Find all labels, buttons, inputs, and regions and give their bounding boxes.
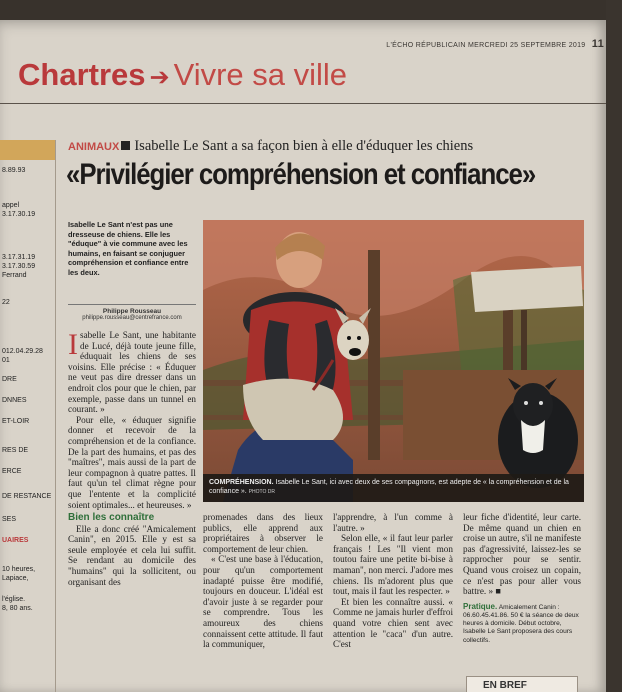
left-column-line: 8.89.93 [2, 167, 26, 174]
article-photo [203, 220, 584, 502]
en-bref-box: EN BREF [466, 676, 578, 692]
left-column-line: DNNES [2, 397, 27, 404]
section-rule [0, 103, 606, 104]
left-column-line: Ferrand [2, 272, 27, 279]
left-column-line: 01 [2, 357, 10, 364]
article-column-1 [68, 330, 196, 692]
left-column-lines [0, 166, 55, 613]
practical-info [463, 603, 581, 645]
paragraph-3: Elle a donc créé "Amicalement Canin", en 2015. Elle y est sa seule employée et cela lui suffit. Se rendant au domicile des "humains" qui la sollicitent, ou organisant des [68, 523, 196, 587]
left-column-line: ET-LOIR [2, 418, 30, 425]
left-column-line: ERCE [2, 468, 22, 475]
practical-label: Pratique. [463, 601, 498, 611]
left-column-fragment [0, 140, 56, 692]
practical-text: Amicalement Canin : 06.60.45.41.86. 50 € la séance de deux heures à domicile. Début octobre, Isabelle Le Sant proposera des cours collectifs. [463, 603, 579, 644]
col3-paragraph-1: l'apprendre, à l'un comme à l'autre. » [333, 512, 453, 533]
paragraph-1-text: sabelle Le Sant, une habitante de Lucé, déjà toute jeune fille, éduquait les chiens de ses voisins. Elle précise : « Éduquer ne veut pas dire dresser dans un endroit clos pour que le chien, par exemple, passe dans un tunnel en courant. » [68, 330, 196, 415]
section-city: Chartres [18, 57, 146, 92]
left-column-line: l'église. [2, 596, 26, 603]
background-top [0, 0, 622, 20]
author-name: Philippe Rousseau [102, 308, 162, 315]
paragraph-2: Pour elle, « éduquer signifie donner et recevoir de la compréhension et de la confiance. De la part des humains, et pas des "maîtres", mais aussi de la part de leur compagnon à quatre pattes. Il faut qu'un tel climat règne pour que l'entente et la complicité soient optimales... et heureuses. » [68, 414, 196, 510]
left-column-line: SES [2, 516, 17, 523]
article-column-2 [203, 512, 323, 692]
left-column-line: RES DE [2, 447, 29, 454]
photo-illustration [203, 220, 584, 502]
kicker-text: Isabelle Le Sant a sa façon bien à elle d'éduquer les chiens [134, 138, 474, 154]
article-column-4 [463, 512, 581, 692]
col3-paragraph-2: Selon elle, « il faut leur parler français ! Les "Il vient mon toutou faire une petite bi-bise à maman", non merci. J'adore mes chiens. Ils m'adorent plus que tout, mais il faut les respecter. » [333, 533, 453, 597]
col2-paragraph-2: « C'est une base à l'éducation, pour qu'un comportement inadapté puisse être modifié, toujours en douceur. L'idéal est d'avoir juste à se regarder pour se comprendre. Tous les amoureux des chiens connaissent cette attitude. Il faut la communiquer, [203, 554, 323, 650]
left-column-line: appel [2, 202, 20, 209]
arrow-right-icon: ➔ [149, 64, 170, 91]
section-header [18, 55, 347, 98]
left-column-line: DE RESTANCE [2, 493, 52, 500]
caption-text: Isabelle Le Sant, ici avec deux de ses compagnons, est adepte de « la compréhension et de la confiance ». [209, 479, 569, 495]
col4-paragraph-1: leur fiche d'identité, leur carte. De même quand un chien en croise un autre, s'il ne manifeste pas d'agressivité, laissez-les se rapprocher pour se sentir. Quand vous croisez un copain, ce n'est pas pour aller vous battre. » ■ [463, 512, 581, 597]
paragraph-1 [68, 330, 196, 415]
left-column-line: 3.17.30.59 [2, 263, 36, 270]
square-bullet-icon [121, 141, 130, 150]
left-column-line: UAIRES [2, 537, 29, 544]
article-kicker [68, 138, 473, 155]
byline [68, 304, 196, 321]
col2-paragraph-1: promenades dans des lieux publics, elle apprend aux propriétaires à observer le comportement de leur chien. [203, 512, 323, 554]
left-column-line: 8, 80 ans. [2, 605, 33, 612]
left-column-header [0, 140, 55, 160]
masthead-date: MERCREDI 25 SEPTEMBRE 2019 [468, 42, 586, 49]
left-column-line: 012.04.29.28 [2, 348, 43, 355]
left-column-line: 3.17.31.19 [2, 254, 36, 261]
photo-caption [203, 474, 584, 502]
col3-paragraph-3: Et bien les connaître aussi. « Comme ne jamais hurler d'effroi quand votre chien sent avec attention le "caca" d'un autre. C'est [333, 596, 453, 650]
author-email: philippe.rousseau@centrefrance.com [82, 315, 182, 321]
photo-credit: PHOTO DR [248, 489, 276, 495]
article-tag: ANIMAUX [68, 141, 120, 153]
section-subtitle: Vivre sa ville [173, 57, 348, 92]
left-column-line: 10 heures, [2, 566, 36, 573]
article-column-3 [333, 512, 453, 692]
masthead-paper: L'ÉCHO RÉPUBLICAIN [386, 42, 466, 49]
subheading: Bien les connaître [68, 512, 155, 524]
left-column-line: 3.17.30.19 [2, 211, 36, 218]
article-lead: Isabelle Le Sant n'est pas une dresseuse de chiens. Elle les "éduque" à vie commune avec les humains, en faisant se conjuguer compréhension et confiance entre les deux. [68, 220, 189, 277]
drop-cap: I [68, 330, 78, 361]
background-right [606, 0, 622, 692]
left-column-line: DRE [2, 376, 17, 383]
page-number: 11 [591, 38, 604, 50]
masthead [386, 38, 604, 50]
caption-label: COMPRÉHENSION. [209, 479, 274, 486]
headline: «Privilégier compréhension et confiance» [66, 158, 536, 191]
left-column-line: Lapiace, [2, 575, 29, 582]
left-column-line: 22 [2, 299, 10, 306]
